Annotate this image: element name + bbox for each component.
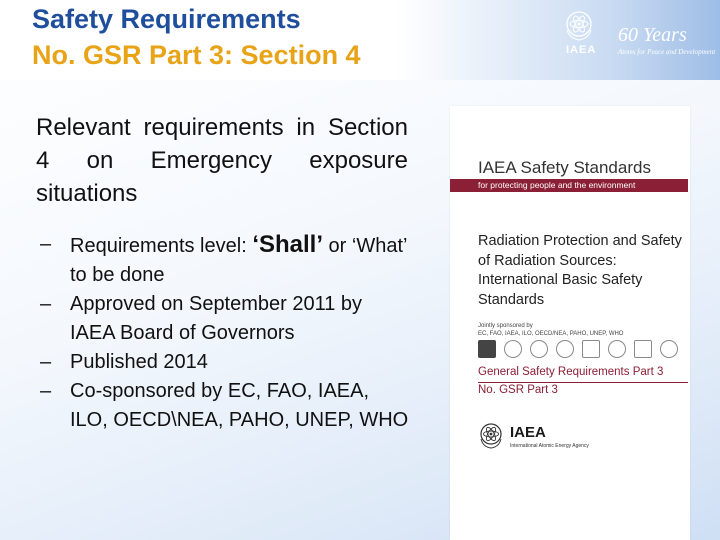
slide-title: Safety Requirements: [32, 4, 301, 34]
cover-title: Radiation Protection and Safety of Radiation Sources: International Basic Safety Standards: [478, 233, 682, 308]
iaea-logo-icon: [530, 340, 548, 358]
unep-logo-icon: [634, 340, 652, 358]
logo-org-name: IAEA: [566, 44, 597, 56]
cover-series-title: IAEA Safety Standards: [478, 158, 651, 177]
list-item: [40, 377, 410, 435]
bullet-dash: –: [40, 233, 52, 255]
who-logo-icon: [660, 340, 678, 358]
bullet-text: or ‘What’ to be done: [70, 235, 407, 286]
slide-subtitle: No. GSR Part 3: Section 4: [32, 40, 361, 70]
ec-logo-icon: [478, 340, 496, 358]
bullet-text: Requirements level:: [70, 235, 253, 257]
list-item: [40, 230, 410, 290]
cover-publisher-logo: [478, 422, 638, 450]
logo-tagline: Atoms for Peace and Development: [618, 48, 716, 56]
cover-accent-bar: [450, 179, 688, 192]
bullet-text: Approved on September 2011 by IAEA Board of Governors: [70, 293, 363, 344]
logo-years: 60 Years: [618, 24, 687, 46]
bullet-dash: –: [40, 380, 52, 402]
bullet-dash: –: [40, 293, 52, 315]
intro-paragraph: Relevant requirements in Section 4 on Emergency exposure situations: [36, 114, 408, 207]
iaea-emblem-icon: [478, 422, 504, 450]
cover-publisher: IAEA: [510, 424, 546, 441]
bullet-emphasis: ‘Shall’: [252, 231, 323, 258]
publication-cover: [450, 106, 690, 540]
fao-logo-icon: [504, 340, 522, 358]
ilo-logo-icon: [556, 340, 574, 358]
sponsor-logos: [478, 340, 688, 360]
list-item: [40, 290, 410, 348]
cover-requirements: General Safety Requirements Part 3: [478, 366, 664, 378]
cover-series-tagline: for protecting people and the environment: [478, 180, 636, 190]
iaea-emblem-icon: [564, 10, 594, 42]
list-item: [40, 348, 410, 377]
cover-publisher-full: International Atomic Energy Agency: [510, 443, 589, 449]
cover-number: No. GSR Part 3: [478, 384, 558, 396]
iaea-60-years-logo: [562, 10, 716, 60]
nea-logo-icon: [582, 340, 600, 358]
bullet-text: Co-sponsored by EC, FAO, IAEA, ILO, OECD\NEA, PAHO, UNEP, WHO: [70, 380, 409, 431]
bullet-list: [40, 230, 410, 435]
bullet-text: Published 2014: [70, 351, 208, 373]
cover-sponsor-text: Jointly sponsored by EC, FAO, IAEA, ILO, OECD/NEA, PAHO, UNEP, WHO: [478, 323, 624, 337]
cover-divider: [478, 382, 688, 383]
bullet-dash: –: [40, 351, 52, 373]
paho-logo-icon: [608, 340, 626, 358]
